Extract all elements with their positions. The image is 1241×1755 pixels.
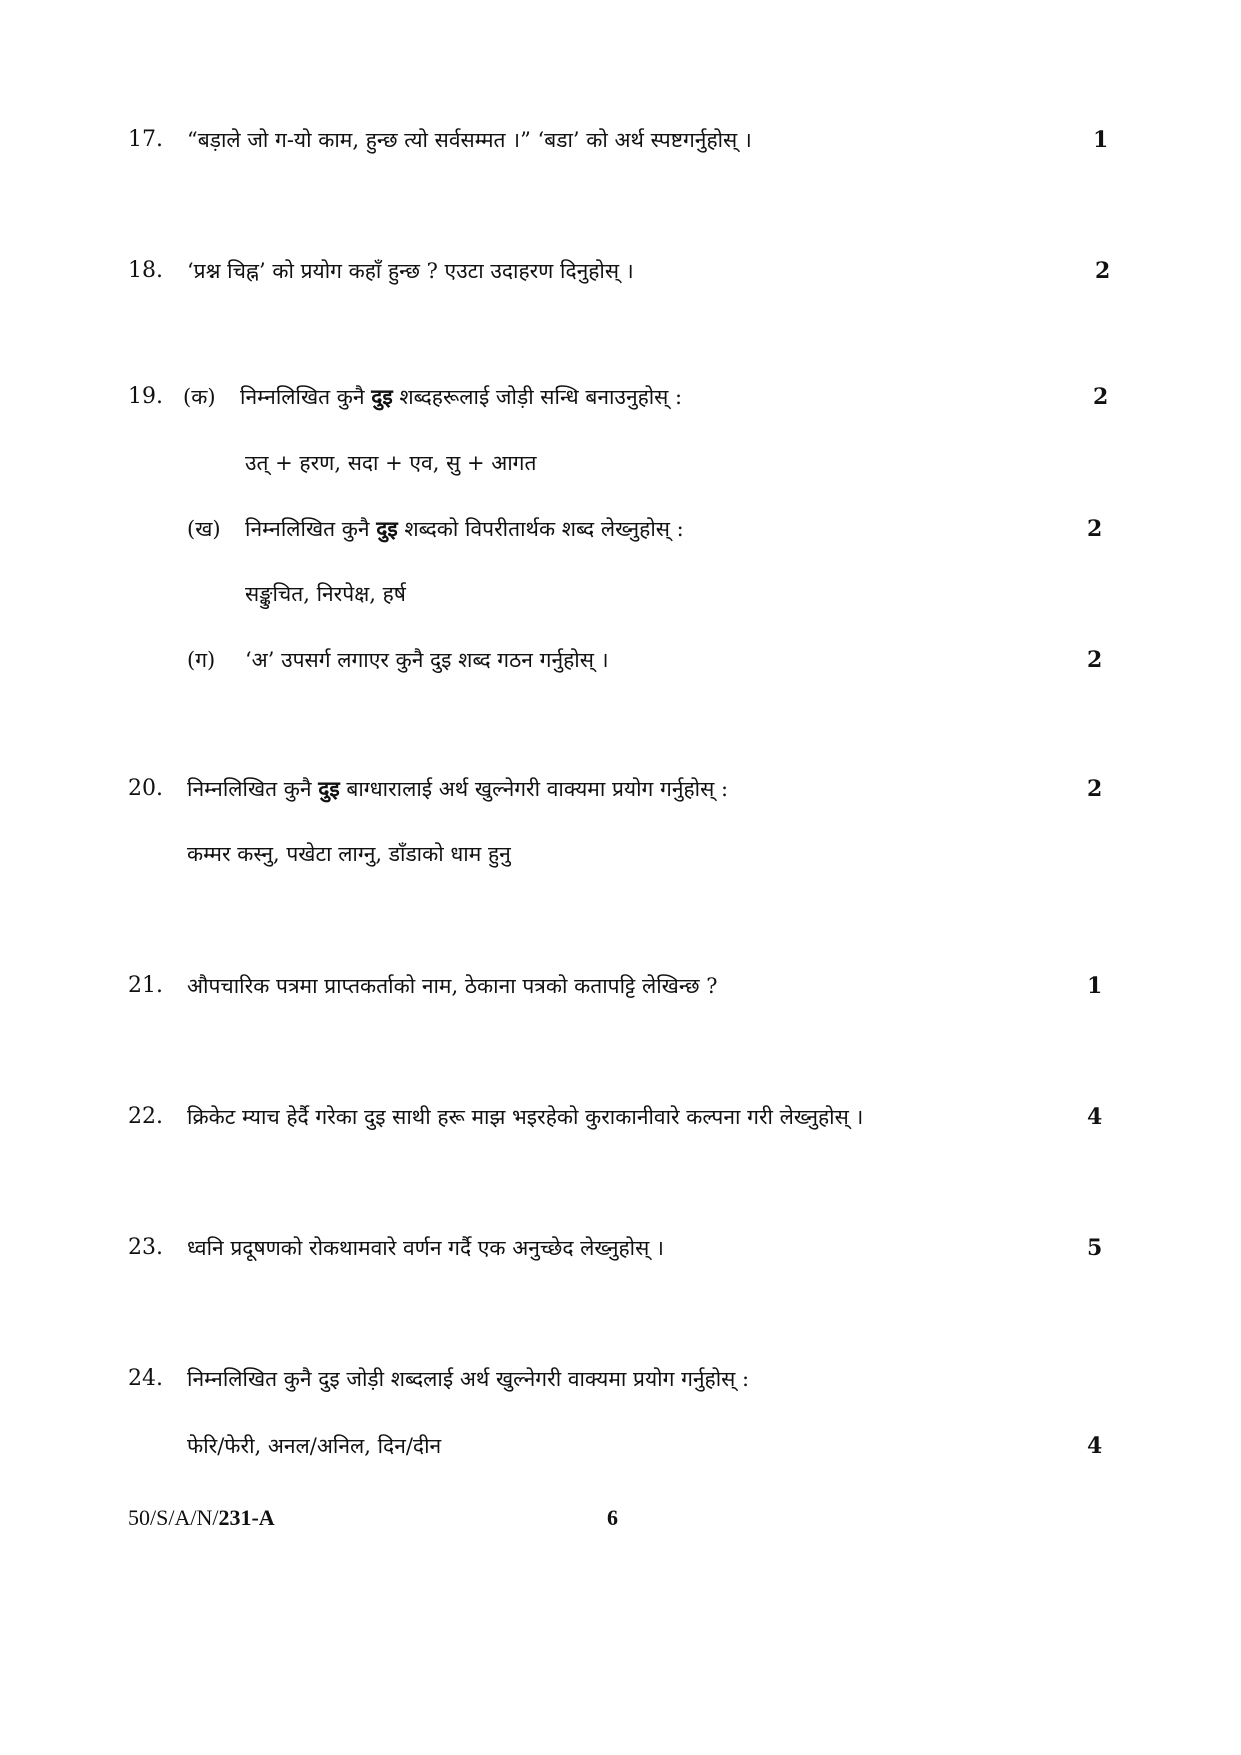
marks-a: 2 bbox=[1093, 384, 1109, 410]
question-text: ध्वनि प्रदूषणको रोकथामवारे वर्णन गर्दै एक अनुच्छेद लेख्नुहोस् । bbox=[187, 1236, 664, 1260]
sub-question-a-text: निम्नलिखित कुनै दुइ शब्दहरूलाई जोड़ी सन्धि बनाउनुहोस् : bbox=[240, 384, 683, 409]
question-items: फेरि/फेरी, अनल/अनिल, दिन/दीन bbox=[187, 1434, 442, 1458]
question-text: “बड़ाले जो ग-यो काम, हुन्छ त्यो सर्वसम्मत ।” ‘बडा’ को अर्थ स्पष्टगर्नुहोस् । bbox=[187, 128, 752, 152]
question-text: ‘प्रश्न चिह्न’ को प्रयोग कहाँ हुन्छ ? एउटा उदाहरण दिनुहोस् । bbox=[187, 259, 634, 283]
question-text: निम्नलिखित कुनै दुइ जोड़ी शब्दलाई अर्थ खुल्नेगरी वाक्यमा प्रयोग गर्नुहोस् : bbox=[187, 1367, 750, 1391]
sub-question-b-items: सङ्कुचित, निरपेक्ष, हर्ष bbox=[245, 582, 406, 606]
question-number: 18. bbox=[128, 258, 163, 283]
sub-label-b: (ख) bbox=[187, 517, 221, 541]
sub-question-a-items: उत् + हरण, सदा + एव, सु + आगत bbox=[245, 451, 537, 475]
sub-question-b-text: निम्नलिखित कुनै दुइ शब्दको विपरीतार्थक शब्द लेख्नुहोस् : bbox=[245, 516, 684, 541]
marks-b: 2 bbox=[1087, 516, 1103, 542]
marks: 5 bbox=[1087, 1235, 1103, 1261]
question-text: क्रिकेट म्याच हेर्दै गरेका दुइ साथी हरू माझ भइरहेको कुराकानीवारे कल्पना गरी लेख्नुहोस् । bbox=[187, 1105, 864, 1129]
marks: 1 bbox=[1093, 127, 1109, 153]
question-number: 20. bbox=[128, 776, 163, 801]
question-number: 24. bbox=[128, 1366, 163, 1391]
question-number: 19. bbox=[128, 384, 163, 409]
sub-question-c-text: ‘अ’ उपसर्ग लगाएर कुनै दुइ शब्द गठन गर्नुहोस् । bbox=[245, 648, 609, 672]
question-text: औपचारिक पत्रमा प्राप्तकर्ताको नाम, ठेकाना पत्रको कतापट्टि लेखिन्छ ? bbox=[187, 974, 718, 998]
sub-label-c: (ग) bbox=[187, 648, 216, 672]
marks-c: 2 bbox=[1087, 647, 1103, 673]
sub-label-a: (क) bbox=[183, 385, 216, 409]
question-number: 22. bbox=[128, 1104, 163, 1129]
question-number: 17. bbox=[128, 127, 163, 152]
question-items: कम्मर कस्नु, पखेटा लाग्नु, डाँडाको धाम हुनु bbox=[187, 842, 511, 866]
question-text: निम्नलिखित कुनै दुइ बाग्धारालाई अर्थ खुल्नेगरी वाक्यमा प्रयोग गर्नुहोस् : bbox=[187, 776, 729, 801]
paper-code: 50/S/A/N/231-A bbox=[128, 1505, 275, 1530]
marks: 2 bbox=[1087, 776, 1103, 802]
marks: 2 bbox=[1095, 258, 1111, 284]
marks: 4 bbox=[1087, 1433, 1103, 1459]
question-number: 21. bbox=[128, 973, 163, 998]
marks: 1 bbox=[1087, 973, 1103, 999]
marks: 4 bbox=[1087, 1104, 1103, 1130]
question-number: 23. bbox=[128, 1235, 163, 1260]
page-number: 6 bbox=[607, 1505, 618, 1530]
